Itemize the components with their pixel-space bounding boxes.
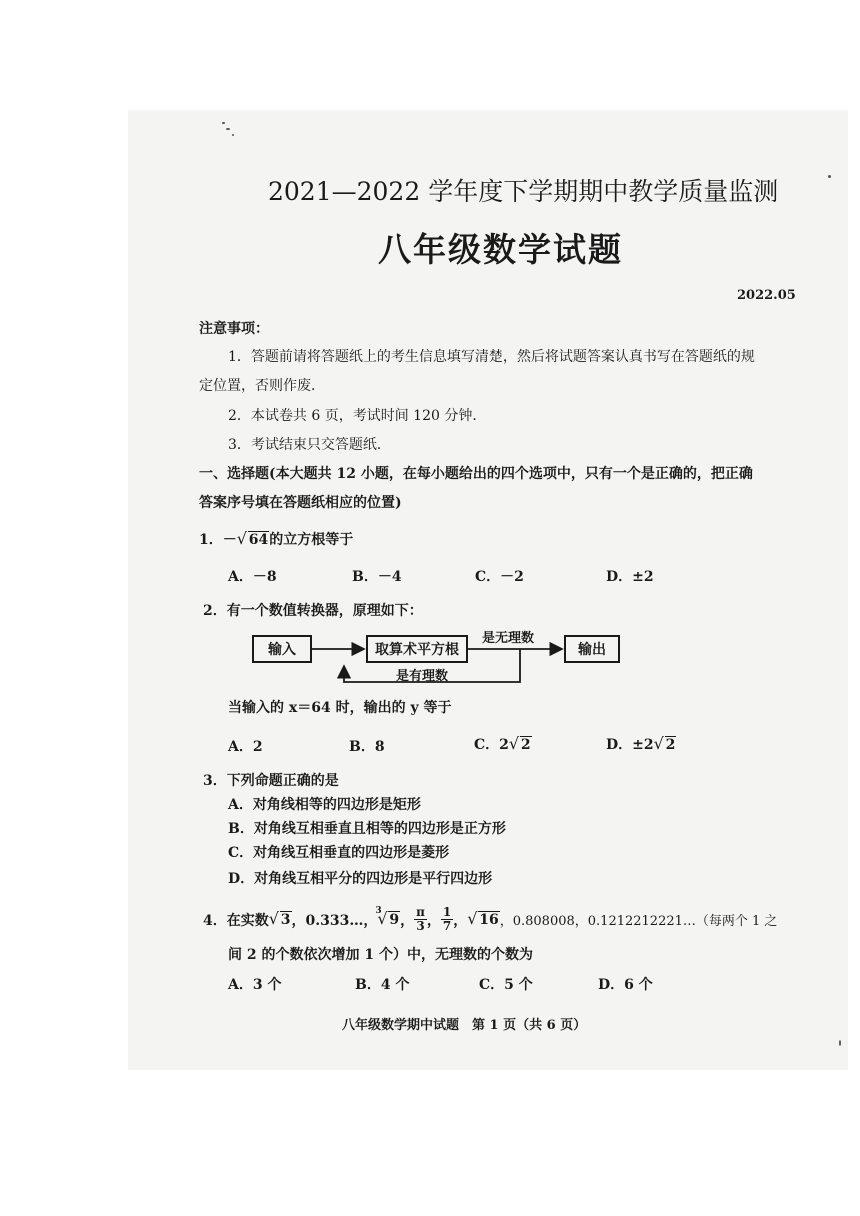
question-4-cbrt-radicand: 9 [389, 911, 400, 928]
notice-item3: 3．考试结束只交答题纸． [228, 437, 391, 453]
question-4-line2: 间 2 的个数依次增加 1 个）中，无理数的个数为 [228, 947, 533, 963]
notice-item1-line2: 定位置，否则作废． [199, 378, 325, 394]
question-1-minus: － [222, 532, 237, 548]
cbrt-symbol [375, 905, 400, 928]
question-4-sqrt16: 16 [479, 911, 499, 928]
flow-irrational-label: 是无理数 [482, 631, 535, 646]
scan-speck [222, 122, 225, 124]
question-3-option-d: D．对角线互相平分的四边形是平行四边形 [228, 871, 493, 887]
question-3-option-c: C．对角线互相垂直的四边形是菱形 [228, 845, 450, 861]
question-4-option-b: B．4 个 [355, 977, 410, 993]
question-4-option-c: C．5 个 [479, 977, 533, 993]
exam-title-line1: 2021—2022 学年度下学期期中教学质量监测 [268, 177, 779, 206]
scan-speck [828, 175, 831, 178]
question-4-sep: ， [426, 912, 441, 929]
fraction [414, 906, 427, 933]
question-4-sep: ， [453, 912, 468, 929]
fraction-numerator: 1 [442, 905, 452, 919]
question-4-sep: ， [400, 912, 415, 929]
question-2-stem: 2．有一个数值转换器，原理如下： [203, 603, 423, 619]
question-1-suffix: 的立方根等于 [269, 532, 354, 548]
question-4-part-a: ，0.333…， [291, 912, 378, 929]
fraction-numerator: π [416, 905, 425, 919]
fraction-denominator: 3 [416, 919, 425, 933]
question-2-option-d-coef: D．±2 [606, 737, 654, 753]
scan-speck [226, 128, 230, 130]
question-2-option-c-radicand: 2 [520, 737, 531, 753]
section1-instruction-line2: 答案序号填在答题纸相应的位置) [199, 495, 402, 511]
scan-speck [839, 1040, 841, 1046]
question-4-option-d: D．6 个 [598, 977, 653, 993]
flow-process-box: 取算术平方根 [366, 635, 468, 663]
notice-heading: 注意事项： [199, 321, 269, 337]
sqrt-symbol [654, 737, 677, 753]
scan-speck [232, 134, 234, 136]
notice-item1-line1: 1．答题前请将答题纸上的考生信息填写清楚，然后将试题答案认真书写在答题纸的规 [228, 349, 755, 365]
question-4-cbrt-index: 3 [375, 905, 382, 916]
question-1-option-b: B．－4 [352, 569, 402, 585]
fraction [441, 906, 453, 933]
exam-date: 2022.05 [737, 288, 796, 303]
question-2-option-c [474, 734, 532, 754]
question-4-sqrt3: 3 [280, 911, 291, 928]
question-4-stem [203, 906, 777, 933]
sqrt-symbol [269, 912, 292, 928]
flow-output-box: 输出 [564, 635, 620, 663]
question-2-condition: 当输入的 x＝64 时，输出的 y 等于 [228, 700, 452, 716]
question-3-stem: 3．下列命题正确的是 [203, 773, 339, 789]
notice-item2: 2．本试卷共 6 页，考试时间 120 分钟． [228, 408, 487, 424]
question-1-radicand: 64 [248, 532, 269, 548]
question-4-prefix: 4．在实数 [203, 912, 269, 929]
question-1-number: 1． [199, 532, 223, 548]
sqrt-symbol [509, 737, 532, 753]
exam-title-line2: 八年级数学试题 [378, 230, 623, 269]
fraction-denominator: 7 [442, 919, 452, 933]
question-1-option-c: C．－2 [475, 569, 524, 585]
question-2-option-c-coef: C．2 [474, 737, 509, 753]
question-4-part-b: ，0.808008，0.1212212221…（每两个 1 之 [499, 914, 778, 929]
question-1-stem [199, 529, 353, 549]
section1-instruction-line1: 一、选择题(本大题共 12 小题，在每小题给出的四个选项中，只有一个是正确的，把正确 [199, 466, 753, 482]
flow-rational-label: 是有理数 [396, 669, 449, 684]
sqrt-symbol [237, 532, 269, 548]
question-4-option-a: A．3 个 [228, 977, 282, 993]
page-footer: 八年级数学期中试题 第 1 页（共 6 页） [342, 1018, 587, 1033]
question-1-option-d: D．±2 [606, 569, 654, 585]
flow-input-box: 输入 [252, 635, 312, 663]
question-2-option-d-radicand: 2 [665, 737, 676, 753]
question-1-option-a: A．－8 [228, 569, 277, 585]
question-3-option-a: A．对角线相等的四边形是矩形 [228, 797, 421, 813]
question-2-option-a: A．2 [228, 739, 263, 755]
flow-arrows [240, 620, 640, 690]
question-3-option-b: B．对角线互相垂直且相等的四边形是正方形 [228, 821, 506, 837]
sqrt-symbol [467, 912, 499, 928]
question-2-option-d [606, 734, 676, 754]
question-2-option-b: B．8 [349, 739, 385, 755]
